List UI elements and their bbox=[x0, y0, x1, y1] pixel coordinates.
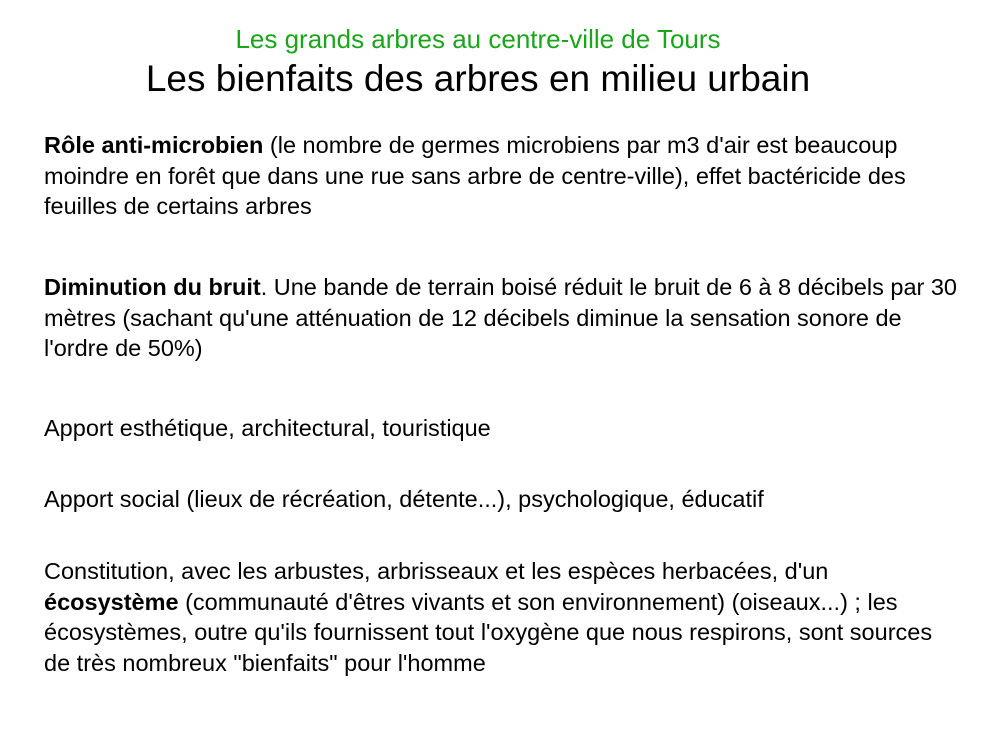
paragraph-antimicrobial bbox=[44, 130, 964, 222]
paragraph-aesthetic bbox=[44, 413, 964, 444]
paragraph-ecosystem-text-after: (communauté d'êtres vivants et son environnement) (oiseaux...) ; les écosystèmes, outre qu'ils fournissent tout l'oxygène que nous respirons, sont sources de très nombreux "bienfaits" pour l'homme bbox=[44, 588, 933, 676]
slide-supertitle: Les grands arbres au centre-ville de Tours bbox=[235, 24, 721, 54]
paragraph-noise-reduction-heading: Diminution du bruit bbox=[44, 274, 261, 300]
paragraph-antimicrobial-text: (le nombre de germes microbiens par m3 d'air est beaucoup moindre en forêt que dans une rue sans arbre de centre-ville), effet bactéricide des feuilles de certains arbres bbox=[44, 132, 906, 219]
paragraph-noise-reduction-text: . Une bande de terrain boisé réduit le bruit de 6 à 8 décibels par 30 mètres (sachant qu'une atténuation de 12 décibels diminue la sensation sonore de l'ordre de 50%) bbox=[44, 274, 958, 361]
paragraph-ecosystem-heading: écosystème bbox=[44, 588, 179, 615]
paragraph-noise-reduction bbox=[44, 272, 964, 364]
paragraph-antimicrobial-heading: Rôle anti-microbien bbox=[44, 132, 264, 158]
paragraph-social-text: Apport social (lieux de récréation, détente...), psychologique, éducatif bbox=[44, 486, 764, 512]
slide-title: Les bienfaits des arbres en milieu urbain bbox=[145, 58, 811, 99]
paragraph-social bbox=[44, 484, 964, 515]
paragraph-aesthetic-text: Apport esthétique, architectural, touristique bbox=[44, 415, 491, 441]
paragraph-ecosystem bbox=[44, 556, 964, 678]
paragraph-ecosystem-text-before: Constitution, avec les arbustes, arbrisseaux et les espèces herbacées, d'un bbox=[44, 558, 829, 584]
